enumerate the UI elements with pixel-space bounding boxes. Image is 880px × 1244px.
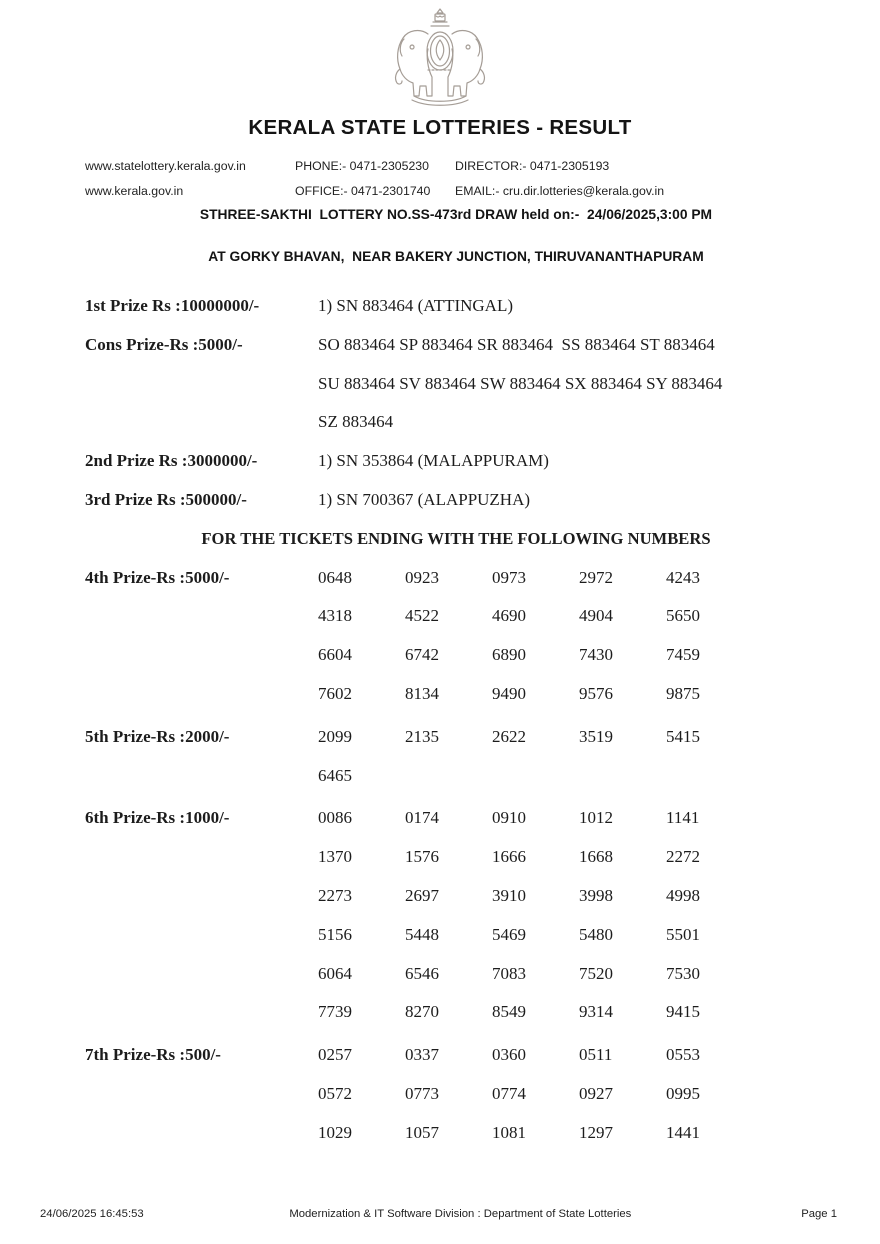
ticket-number: 5480 (579, 924, 613, 944)
page-footer (40, 1208, 837, 1220)
ticket-number: 7530 (666, 963, 700, 983)
ticket-number: 1441 (666, 1122, 700, 1142)
ticket-number: 9314 (579, 1002, 613, 1022)
email-address: EMAIL:- cru.dir.lotteries@kerala.gov.in (455, 184, 665, 198)
prize-label: 2nd Prize Rs :3000000/- (85, 451, 258, 471)
prize-row (0, 481, 880, 520)
ticket-number: 0973 (492, 567, 526, 587)
ticket-number: 6890 (492, 645, 526, 665)
ticket-number: 1029 (318, 1122, 352, 1142)
winner-line: 1) SN 353864 (MALAPPURAM) (318, 451, 549, 471)
ticket-number: 5415 (666, 726, 700, 746)
ticket-number: 0995 (666, 1083, 700, 1103)
ticket-number: 0572 (318, 1083, 352, 1103)
section-heading: FOR THE TICKETS ENDING WITH THE FOLLOWING NUMBERS (201, 528, 711, 548)
ticket-number: 0910 (492, 808, 526, 828)
ticket-number: 0648 (318, 567, 352, 587)
draw-venue: AT GORKY BHAVAN, NEAR BAKERY JUNCTION, THIRUVANANTHAPURAM (208, 249, 704, 264)
prize-label: 1st Prize Rs :10000000/- (85, 296, 260, 315)
prize-winners (318, 287, 513, 326)
ticket-number: 0923 (405, 567, 439, 587)
ticket-number: 2099 (318, 726, 352, 746)
ticket-number: 1057 (405, 1122, 439, 1142)
contact-row-2 (85, 179, 880, 204)
ticket-number: 6546 (405, 963, 439, 983)
ticket-number: 2622 (492, 726, 526, 746)
ticket-number: 4318 (318, 606, 352, 626)
ticket-number: 4998 (666, 885, 700, 905)
ticket-number: 3519 (579, 726, 613, 746)
ticket-number-grid (318, 718, 753, 796)
ticket-number: 1141 (666, 808, 700, 828)
ticket-number: 6604 (318, 645, 352, 665)
winner-line: SO 883464 SP 883464 SR 883464 SS 883464 ST 883464 (318, 334, 715, 354)
prize-label: Cons Prize-Rs :5000/- (85, 334, 243, 354)
ending-prize-row (0, 1036, 880, 1152)
contact-row-1 (85, 154, 880, 179)
prize-winners (318, 326, 722, 442)
ticket-number: 9415 (666, 1002, 700, 1022)
ticket-number: 1576 (405, 847, 439, 867)
ticket-number: 0774 (492, 1083, 526, 1103)
prize-row (0, 326, 880, 442)
ticket-number: 7602 (318, 683, 352, 703)
ticket-number: 2972 (579, 567, 613, 587)
ticket-number-grid (318, 799, 753, 1032)
website-kerala: www.kerala.gov.in (85, 184, 184, 198)
contact-info (0, 154, 880, 204)
ticket-number: 7430 (579, 645, 613, 665)
ticket-number: 0773 (405, 1083, 439, 1103)
ticket-number-grid (318, 1036, 753, 1152)
ticket-number: 0257 (318, 1045, 352, 1065)
ticket-number: 3998 (579, 885, 613, 905)
ticket-number: 1081 (492, 1122, 526, 1142)
ticket-number: 0360 (492, 1045, 526, 1065)
ticket-number: 7739 (318, 1002, 352, 1022)
winner-line: 1) SN 883464 (ATTINGAL) (318, 296, 514, 315)
ticket-number: 7083 (492, 963, 526, 983)
draw-title: STHREE-SAKTHI LOTTERY NO.SS-473rd DRAW held on:- 24/06/2025,3:00 PM (199, 207, 713, 222)
page-title: KERALA STATE LOTTERIES - RESULT (248, 116, 632, 139)
ticket-number: 1012 (579, 808, 613, 828)
ticket-number: 8549 (492, 1002, 526, 1022)
ticket-number: 1297 (579, 1122, 613, 1142)
ticket-number: 4690 (492, 606, 526, 626)
ticket-number-grid (318, 559, 753, 714)
ticket-number: 7520 (579, 963, 613, 983)
ticket-number: 7459 (666, 645, 700, 665)
winner-line: SU 883464 SV 883464 SW 883464 SX 883464 SY 883464 (318, 373, 723, 393)
ticket-number: 0511 (579, 1045, 613, 1065)
ticket-number: 0086 (318, 808, 352, 828)
ticket-number: 9490 (492, 683, 526, 703)
ticket-number: 5156 (318, 924, 352, 944)
ticket-number: 6465 (318, 765, 352, 785)
office-number: OFFICE:- 0471-2301740 (295, 184, 431, 198)
winner-line: SZ 883464 (318, 412, 394, 432)
ending-prize-row (0, 799, 880, 1032)
prize-winners (318, 442, 549, 481)
footer-page-number: Page 1 (801, 1208, 837, 1220)
ticket-number: 6742 (405, 645, 439, 665)
ticket-number: 4243 (666, 567, 700, 587)
ending-prize-row (0, 718, 880, 796)
ticket-number: 3910 (492, 885, 526, 905)
ticket-number: 1668 (579, 847, 613, 867)
ticket-number: 8134 (405, 683, 439, 703)
top-prizes (0, 287, 880, 520)
winner-line: 1) SN 700367 (ALAPPUZHA) (318, 489, 531, 509)
footer-timestamp: 24/06/2025 16:45:53 (40, 1208, 144, 1220)
ticket-number: 2135 (405, 726, 439, 746)
ticket-number: 1370 (318, 847, 352, 867)
kerala-state-emblem-icon (392, 7, 488, 107)
results-body (0, 287, 880, 1153)
ticket-number: 5448 (405, 924, 439, 944)
prize-label: 4th Prize-Rs :5000/- (85, 567, 230, 587)
website-statelottery: www.statelottery.kerala.gov.in (85, 159, 246, 173)
prize-winners (318, 481, 530, 520)
prize-label: 3rd Prize Rs :500000/- (85, 489, 247, 509)
prize-label: 5th Prize-Rs :2000/- (85, 726, 230, 746)
prize-row (0, 287, 880, 326)
ticket-number: 0553 (666, 1045, 700, 1065)
ticket-number: 0927 (579, 1083, 613, 1103)
ticket-number: 2697 (405, 885, 439, 905)
prize-label: 6th Prize-Rs :1000/- (85, 808, 230, 828)
director-number: DIRECTOR:- 0471-2305193 (455, 159, 610, 173)
ticket-number: 4522 (405, 606, 439, 626)
ticket-number: 5650 (666, 606, 700, 626)
ticket-number: 0174 (405, 808, 439, 828)
ending-prize-row (0, 559, 880, 714)
ticket-number: 9875 (666, 683, 700, 703)
prize-label: 7th Prize-Rs :500/- (85, 1045, 221, 1065)
phone-number: PHONE:- 0471-2305230 (295, 159, 429, 173)
ticket-number: 2272 (666, 847, 700, 867)
footer-division: Modernization & IT Software Division : Department of State Lotteries (289, 1208, 632, 1220)
ticket-number: 1666 (492, 847, 526, 867)
ticket-number: 5469 (492, 924, 526, 944)
ticket-number: 8270 (405, 1002, 439, 1022)
ending-prizes (0, 559, 880, 1153)
emblem-container (0, 0, 880, 107)
ticket-number: 4904 (579, 606, 613, 626)
ticket-number: 0337 (405, 1045, 439, 1065)
ticket-number: 5501 (666, 924, 700, 944)
prize-row (0, 442, 880, 481)
ticket-number: 2273 (318, 885, 352, 905)
ticket-number: 6064 (318, 963, 352, 983)
ticket-number: 9576 (579, 683, 613, 703)
